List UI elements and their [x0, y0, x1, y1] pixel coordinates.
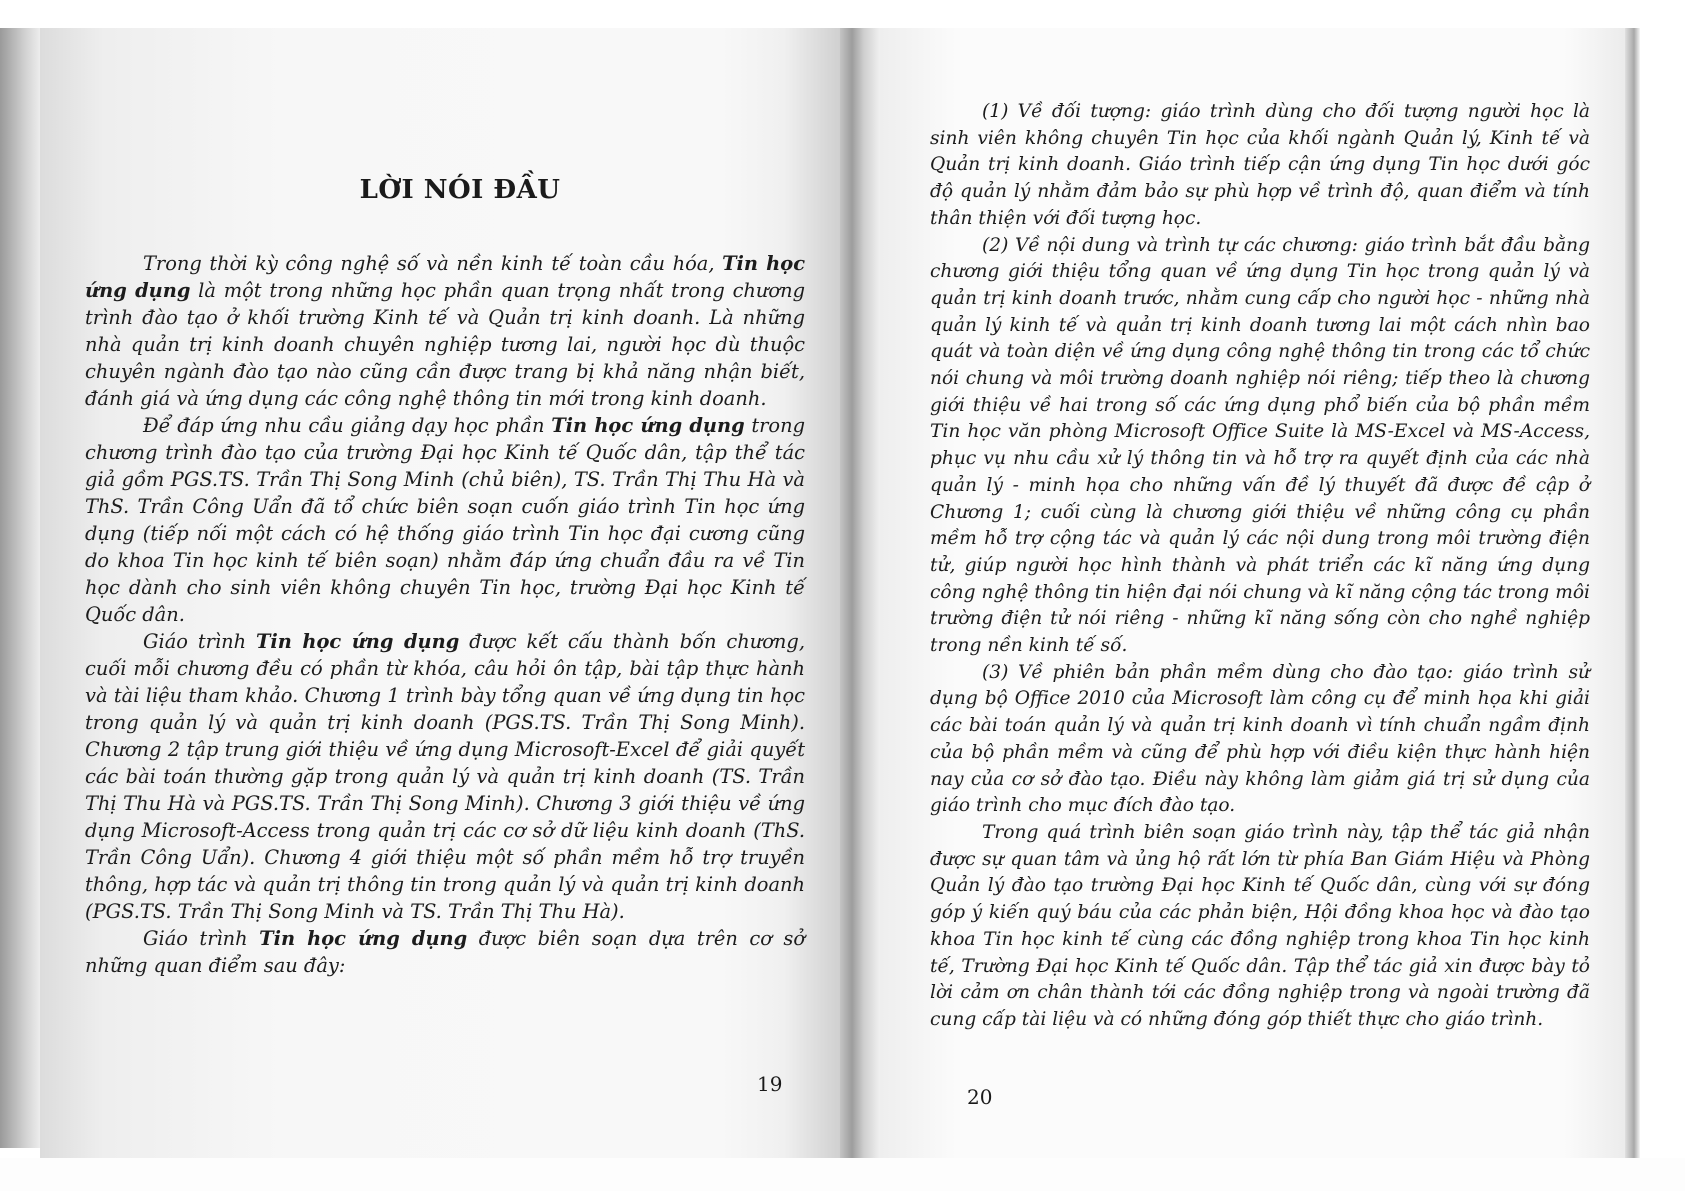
bold-term: Tin học ứng dụng [85, 252, 805, 302]
paragraph: (2) Về nội dung và trình tự các chương: giáo trình bắt đầu bằng chương giới thiệu tổng quan về ứng dụng Tin học trong quản lý và quản trị kinh doanh trước, nhằm cung cấp cho người học - những nhà quản lý kinh tế và quản trị kinh doanh tương lai một cách nhìn bao quát và toàn diện về ứng dụng công nghệ thông tin trong các tổ chức nói chung và môi trường doanh nghiệp nói riêng; tiếp theo là chương giới thiệu về hai trong số các ứng dụng phổ biến của bộ phần mềm Tin học văn phòng Microsoft Office Suite là MS-Excel và MS-Access, phục vụ nhu cầu xử lý thông tin và hỗ trợ ra quyết định của các nhà quản lý - minh họa cho những vấn đề lý thuyết đã được đề cập ở Chương 1; cuối cùng là chương giới thiệu về những công cụ phần mềm hỗ trợ cộng tác và quản lý các nội dung trong môi trường điện tử, giúp người học hình thành và phát triển các kĩ năng ứng dụng công nghệ thông tin hiện đại nói chung và kĩ năng cộng tác trong môi trường điện tử nói riêng - những kĩ năng sống còn cho nghề nghiệp trong nền kinh tế số. [930, 234, 1590, 657]
scan-shadow-left [0, 28, 40, 1148]
paragraph: (1) Về đối tượng: giáo trình dùng cho đối tượng người học là sinh viên không chuyên Tin học của khối ngành Quản lý, Kinh tế và Quản trị kinh doanh. Giáo trình tiếp cận ứng dụng Tin học dưới góc độ quản lý nhằm đảm bảo sự phù hợp về trình độ, quan điểm và tính thân thiện với đối tượng học. [930, 101, 1590, 229]
left-page [40, 28, 840, 1158]
paragraph: (3) Về phiên bản phần mềm dùng cho đào tạo: giáo trình sử dụng bộ Office 2010 của Microsoft làm công cụ để minh họa khi giải các bài toán quản lý và quản trị kinh doanh vì tính chuẩn ngầm định của bộ phần mềm và cũng để phù hợp với điều kiện thực hành hiện nay của cơ sở đào tạo. Điều này không làm giảm giá trị sử dụng của giáo trình cho mục đích đào tạo. [930, 661, 1590, 817]
bold-term: Tin học ứng dụng [551, 414, 745, 437]
text-run: Trong thời kỳ công nghệ số và nền kinh tế toàn cầu hóa, [143, 252, 723, 275]
text-run: Để đáp ứng nhu cầu giảng dạy học phần [143, 414, 552, 437]
page-number: 19 [757, 1072, 783, 1096]
paragraph [85, 628, 805, 925]
text-run: là một trong những học phần quan trọng nhất trong chương trình đào tạo ở khối trường Kinh tế và Quản trị kinh doanh. Là những nhà quản trị kinh doanh chuyên nghiệp tương lai, người học dù thuộc chuyên ngành đào tạo nào cũng cần được trang bị khả năng nhận biết, đánh giá và ứng dụng các công nghệ thông tin mới trong kinh doanh. [85, 279, 805, 410]
text-run: được biên soạn dựa trên cơ sở những quan điểm sau đây: [85, 927, 805, 977]
paragraph [85, 412, 805, 628]
text-run: được kết cấu thành bốn chương, cuối mỗi chương đều có phần từ khóa, câu hỏi ôn tập, bài tập thực hành và tài liệu tham khảo. Chương 1 trình bày tổng quan về ứng dụng tin học trong quản lý và quản trị kinh doanh (PGS.TS. Trần Thị Song Minh). Chương 2 tập trung giới thiệu về ứng dụng Microsoft-Excel để giải quyết các bài toán thường gặp trong quản lý và quản trị kinh doanh (TS. Trần Thị Thu Hà và PGS.TS. Trần Thị Song Minh). Chương 3 giới thiệu về ứng dụng Microsoft-Access trong quản trị các cơ sở dữ liệu kinh doanh (ThS. Trần Công Uẩn). Chương 4 giới thiệu một số phần mềm hỗ trợ truyền thông, hợp tác và quản trị thông tin trong quản lý và quản trị kinh doanh (PGS.TS. Trần Thị Song Minh và TS. Trần Thị Thu Hà). [85, 630, 805, 923]
text-run: trong chương trình đào tạo của trường Đại học Kinh tế Quốc dân, tập thể tác giả gồm PGS.TS. Trần Thị Song Minh (chủ biên), TS. Trần Thị Thu Hà và ThS. Trần Công Uẩn đã tổ chức biên soạn cuốn giáo trình Tin học ứng dụng (tiếp nối một cách có hệ thống giáo trình Tin học đại cương cũng do khoa Tin học kinh tế biên soạn) nhằm đáp ứng chuẩn đầu ra về Tin học dành cho sinh viên không chuyên Tin học, trường Đại học Kinh tế Quốc dân. [85, 414, 805, 626]
paragraph [85, 250, 805, 412]
bold-term: Tin học ứng dụng [255, 630, 460, 653]
text-run: Giáo trình [143, 630, 256, 653]
text-run: Giáo trình [143, 927, 260, 950]
page-edge-shadow [1625, 28, 1640, 1158]
right-page-body [930, 99, 1590, 1034]
left-page-body [85, 250, 805, 979]
book-gutter [840, 28, 880, 1158]
page-title: LỜI NÓI ĐẦU [359, 175, 561, 205]
paragraph: Trong quá trình biên soạn giáo trình này, tập thể tác giả nhận được sự quan tâm và ủng hộ rất lớn từ phía Ban Giám Hiệu và Phòng Quản lý đào tạo trường Đại học Kinh tế Quốc dân, cùng với sự đóng góp ý kiến quý báu của các phản biện, Hội đồng khoa học và đào tạo khoa Tin học kinh tế cùng các đồng nghiệp trong khoa Tin học kinh tế, Trường Đại học Kinh tế Quốc dân. Tập thể tác giả xin được bày tỏ lời cảm ơn chân thành tới các đồng nghiệp trong và ngoài trường đã cung cấp tài liệu và có những đóng góp thiết thực cho giáo trình. [930, 821, 1590, 1030]
right-page [880, 28, 1640, 1158]
paragraph [85, 925, 805, 979]
bold-term: Tin học ứng dụng [259, 927, 468, 950]
page-number: 20 [967, 1085, 993, 1109]
scan-bottom-margin [0, 1158, 1685, 1191]
